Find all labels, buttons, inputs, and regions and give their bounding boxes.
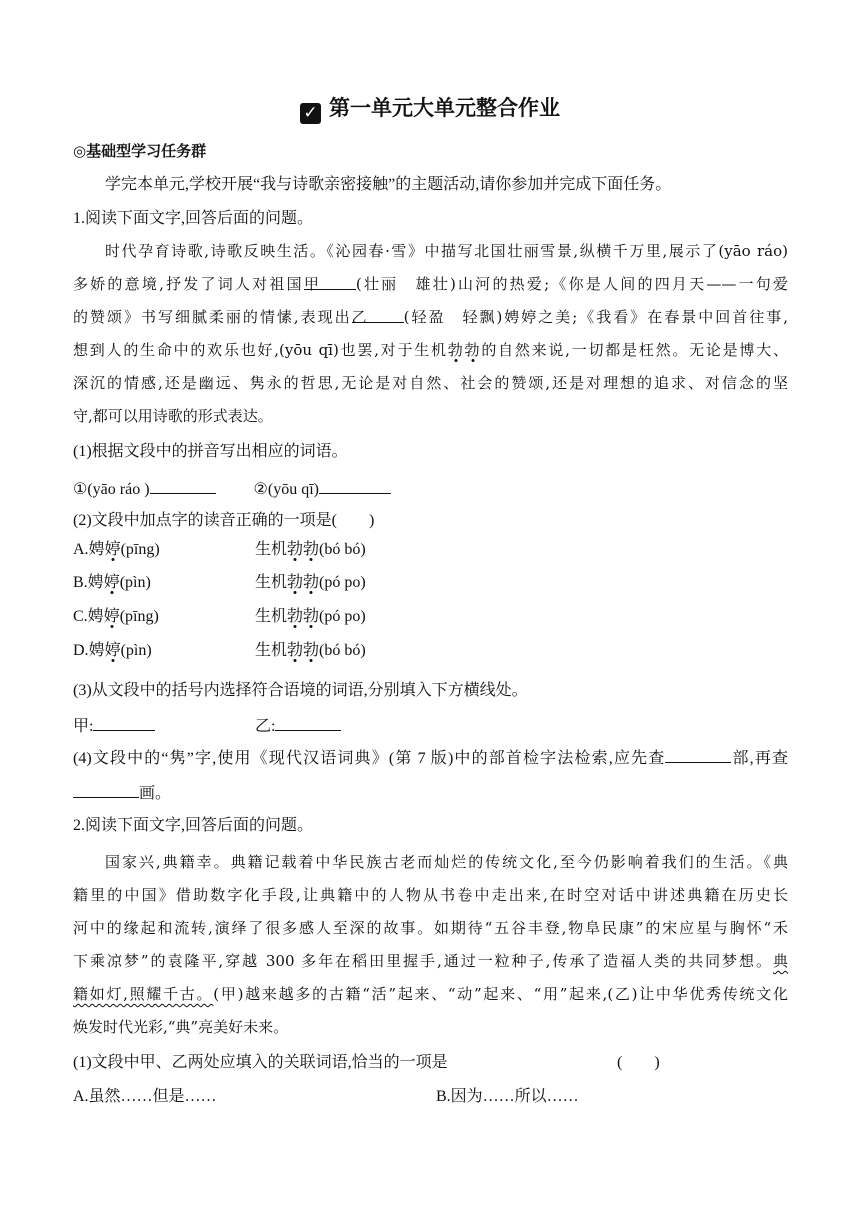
option-label: A. (73, 541, 89, 558)
answer-label-2: ②(yōu qī) (253, 481, 319, 498)
option-c[interactable] (73, 606, 159, 628)
label: 甲: (73, 718, 94, 735)
option-c-col2 (255, 606, 366, 628)
text: (轻盈 轻飘) (403, 308, 503, 326)
q2-passage-line3: 河中的缘起和流转,演绎了很多感人至深的故事。如期待“五谷丰登,物阜民康”的宋应星与胸怀“禾 (73, 919, 788, 937)
option-d-col2 (255, 640, 366, 662)
q1-sub4-line1 (73, 746, 788, 770)
option-char: 婷 (104, 541, 121, 558)
option-char: 娉 (88, 642, 105, 659)
option-label: D. (73, 642, 89, 659)
answer-blank-strokes[interactable] (73, 781, 139, 798)
option-word: 生机 (255, 574, 288, 591)
q2-sub1: (1)文段中甲、乙两处应填入的关联词语,恰当的一项是 (73, 1054, 448, 1071)
answer-blank-yi[interactable] (275, 714, 341, 731)
emphasis-dot-char: 勃 (447, 341, 465, 359)
q1-passage-line1: 时代孕育诗歌,诗歌反映生活。《沁园春·雪》中描写北国壮丽雪景,纵横千万里,展示了(yāo ráo) (105, 242, 788, 260)
option-pinyin: (pīng) (120, 541, 160, 558)
option-label: C. (73, 608, 88, 625)
q2-stem: 2.阅读下面文字,回答后面的问题。 (73, 817, 314, 834)
title-text: 第一单元大单元整合作业 (329, 96, 560, 120)
wavy-underlined-text: 籍如灯,照耀千古。 (73, 985, 214, 1003)
q2-passage-line6: 焕发时代光彩,“典”亮美好未来。 (73, 1018, 289, 1036)
option-pinyin: (bó bó) (319, 642, 366, 659)
option-word: 生机 (255, 608, 288, 625)
answer-paren[interactable]: ( ) (617, 1054, 660, 1071)
q2-passage-line4 (73, 950, 788, 972)
dotted-word-pingting (502, 308, 538, 326)
text: 娉婷 (502, 308, 539, 326)
text: (壮丽 雄壮)山河的热爱;《你是人间的四月天——一句爱 (355, 275, 788, 293)
q2-option-b[interactable]: B.因为……所以…… (436, 1088, 579, 1105)
answer-blank-radical[interactable] (665, 746, 731, 763)
q1-sub1: (1)根据文段中的拼音写出相应的词语。 (73, 443, 348, 460)
emphasis-dot-char: 勃 (303, 608, 320, 625)
text: (甲)越来越多的古籍“活”起来、“动”起来、“用”起来,(乙)让中华优秀传统文化 (213, 985, 788, 1003)
text: 想到人的生命中的欢乐也好,(yōu qī)也罢,对于生机 (73, 341, 448, 359)
q1-sub4-line2 (73, 781, 171, 805)
answer-blank-jia[interactable] (93, 714, 155, 731)
label: 乙: (255, 718, 276, 735)
option-char: 婷 (103, 574, 120, 591)
option-char: 娉 (88, 541, 105, 558)
answer-blank-1[interactable] (150, 477, 216, 494)
blank-jia (303, 273, 356, 293)
section-heading: ◎基础型学习任务群 (73, 142, 207, 160)
text: 的自然来说,一切都是枉然。无论是博大、 (481, 341, 788, 359)
text: 的赞颂》书写细腻柔丽的情愫,表现出 (73, 308, 352, 326)
option-word (88, 608, 120, 625)
emphasis-dot-char: 勃 (287, 574, 304, 591)
q2-option-a[interactable]: A.虽然……但是…… (73, 1088, 217, 1105)
emphasis-dot-char: 勃 (464, 341, 482, 359)
answer-label-1: ①(yāo ráo ) (73, 481, 150, 498)
q2-passage-line2: 籍里的中国》借助数字化手段,让典籍中的人物从书卷中走出来,在时空对话中讲述典籍在历史长 (73, 886, 788, 904)
wavy-underlined-text: 典 (772, 952, 788, 970)
option-word-dotted (287, 574, 319, 591)
option-word-dotted (287, 608, 319, 625)
q2-passage-line5 (73, 983, 788, 1005)
option-pinyin: (bó bó) (319, 541, 366, 558)
option-b[interactable] (73, 572, 151, 594)
option-char: 婷 (104, 642, 121, 659)
emphasis-dot-char: 勃 (303, 642, 320, 659)
q1-sub3-jia (73, 714, 155, 738)
q1-passage-line3 (73, 306, 788, 328)
emphasis-dot-char: 勃 (287, 642, 304, 659)
text: (4)文段中的“隽”字,使用《现代汉语词典》(第 7 版)中的部首检字法检索,应先查 (73, 750, 666, 767)
blank-yi (351, 306, 404, 326)
text: 画。 (139, 785, 172, 802)
q1-sub3: (3)从文段中的括号内选择符合语境的词语,分别填入下方横线处。 (73, 682, 528, 699)
emphasis-dot-char: 勃 (303, 574, 320, 591)
option-word: 生机 (255, 642, 288, 659)
option-word: 生机 (255, 541, 288, 558)
option-char: 婷 (103, 608, 120, 625)
text: 部,再查 (731, 750, 788, 767)
emphasis-dot-char: 勃 (287, 608, 304, 625)
intro-text: 学完本单元,学校开展“我与诗歌亲密接触”的主题活动,请你参加并完成下面任务。 (105, 176, 672, 193)
option-pinyin: (pìn) (120, 642, 152, 659)
option-word-dotted (287, 642, 319, 659)
option-label: B. (73, 574, 88, 591)
option-pinyin: (pó po) (319, 608, 366, 625)
text: 下乘凉梦”的袁隆平,穿越 300 多年在稻田里握手,通过一粒种子,传承了造福人类的共同梦想。 (73, 952, 773, 970)
blank-label: 甲 (303, 275, 319, 293)
emphasis-dot-char: 勃 (303, 541, 320, 558)
option-pinyin: (pìn) (119, 574, 151, 591)
option-d[interactable] (73, 640, 152, 662)
option-word (88, 574, 120, 591)
blank-label: 乙 (351, 308, 367, 326)
text: 之美;《我看》在春景中回首往事, (538, 308, 788, 326)
q1-passage-line2 (73, 273, 788, 295)
option-pinyin: (pó po) (319, 574, 366, 591)
q1-sub2: (2)文段中加点字的读音正确的一项是( ) (73, 512, 375, 529)
option-word (89, 642, 121, 659)
option-b-col2 (255, 572, 366, 594)
option-char: 娉 (87, 608, 104, 625)
answer-blank-2[interactable] (319, 477, 391, 494)
q1-sub1-answers (73, 477, 391, 501)
emphasis-dot-char: 勃 (287, 541, 304, 558)
q2-passage-line1: 国家兴,典籍幸。典籍记载着中华民族古老而灿烂的传统文化,至今仍影响着我们的生活。《典 (105, 853, 788, 871)
option-a[interactable] (73, 539, 160, 561)
checkbox-icon: ✓ (300, 103, 321, 124)
option-word-dotted (287, 541, 319, 558)
text: 多娇的意境,抒发了词人对祖国 (73, 275, 304, 293)
option-word (89, 541, 121, 558)
q1-passage-line5: 深沉的情感,还是幽远、隽永的哲思,无论是对自然、社会的赞颂,还是对理想的追求、对信念的坚 (73, 374, 788, 392)
option-char: 娉 (87, 574, 104, 591)
q1-passage-line4 (73, 339, 788, 361)
q1-stem: 1.阅读下面文字,回答后面的问题。 (73, 210, 314, 227)
page-title (0, 92, 860, 124)
option-pinyin: (pīng) (119, 608, 159, 625)
q1-passage-line6: 守,都可以用诗歌的形式表达。 (73, 407, 273, 425)
q1-sub3-yi (255, 714, 341, 738)
option-a-col2 (255, 539, 366, 561)
dotted-word-bobo (448, 341, 482, 359)
